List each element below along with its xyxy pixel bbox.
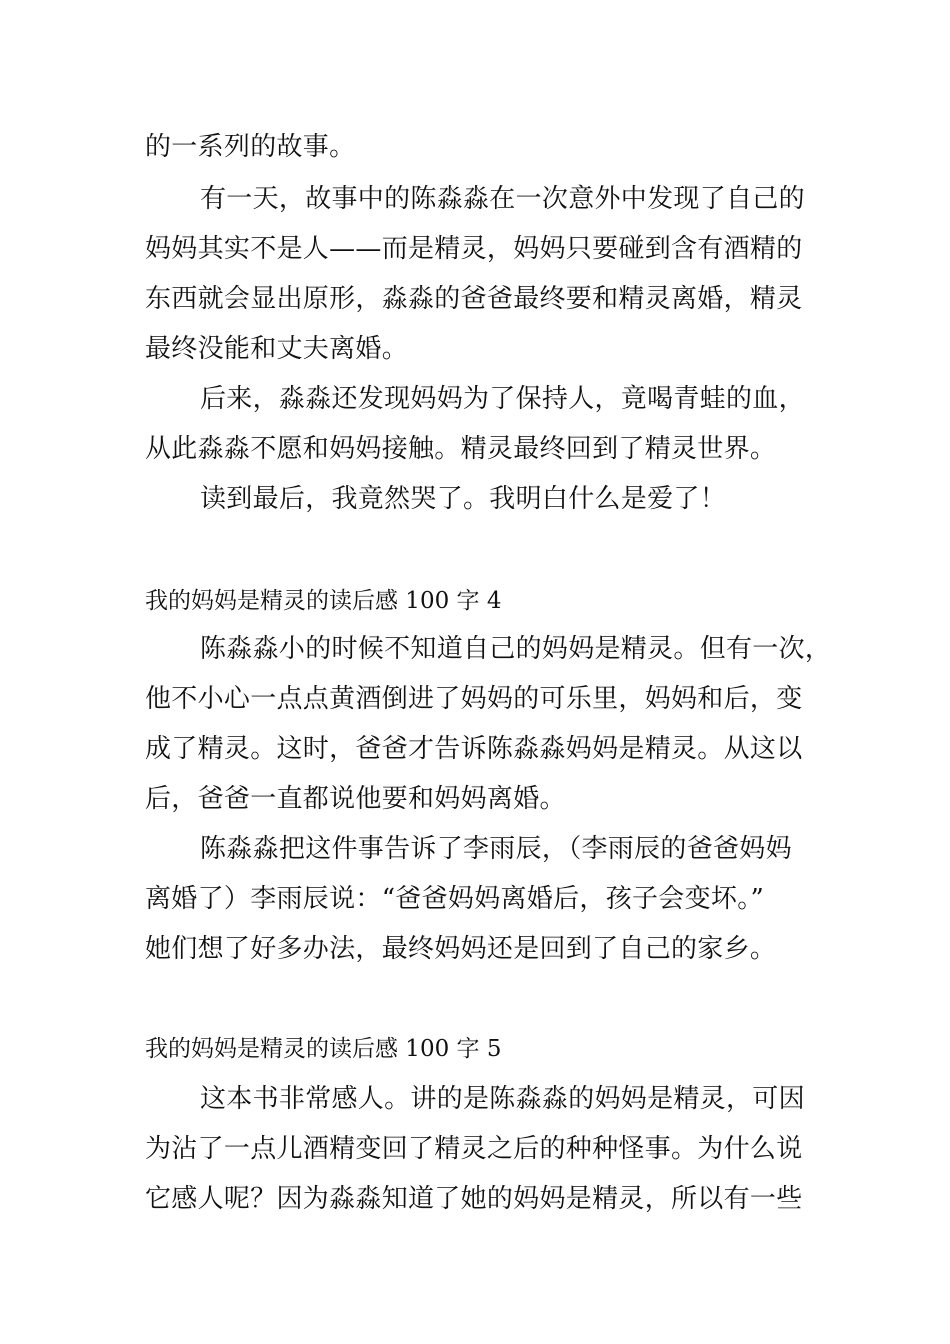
section-heading: 我的妈妈是精灵的读后感 100 字 5 (145, 1036, 502, 1062)
paragraph-line: 后，爸爸一直都说他要和妈妈离婚。 (145, 784, 566, 814)
paragraph-line: 最终没能和丈夫离婚。 (145, 334, 409, 364)
paragraph-line: 这本书非常感人。讲的是陈淼淼的妈妈是精灵，可因 (200, 1084, 805, 1114)
paragraph-line: 的一系列的故事。 (145, 132, 356, 162)
paragraph-line: 它感人呢？因为淼淼知道了她的妈妈是精灵，所以有一些 (145, 1184, 803, 1214)
paragraph-line: 东西就会显出原形，淼淼的爸爸最终要和精灵离婚，精灵 (145, 284, 803, 314)
paragraph-line: 离婚了）李雨辰说：“爸爸妈妈离婚后，孩子会变坏。” (145, 884, 765, 914)
paragraph-line: 后来，淼淼还发现妈妈为了保持人，竟喝青蛙的血， (200, 384, 805, 414)
paragraph-line: 读到最后，我竟然哭了。我明白什么是爱了！ (200, 484, 727, 514)
paragraph-line: 妈妈其实不是人——而是精灵，妈妈只要碰到含有酒精的 (145, 234, 803, 264)
paragraph-line: 成了精灵。这时，爸爸才告诉陈淼淼妈妈是精灵。从这以 (145, 734, 803, 764)
paragraph-line: 有一天，故事中的陈淼淼在一次意外中发现了自己的 (200, 184, 805, 214)
paragraph-line: 为沾了一点儿酒精变回了精灵之后的种种怪事。为什么说 (145, 1134, 803, 1164)
paragraph-line: 从此淼淼不愿和妈妈接触。精灵最终回到了精灵世界。 (145, 434, 777, 464)
paragraph-line: 陈淼淼小的时候不知道自己的妈妈是精灵。但有一次， (200, 634, 832, 664)
paragraph-line: 她们想了好多办法，最终妈妈还是回到了自己的家乡。 (145, 934, 777, 964)
paragraph-line: 他不小心一点点黄酒倒进了妈妈的可乐里，妈妈和后，变 (145, 684, 803, 714)
paragraph-line: 陈淼淼把这件事告诉了李雨辰，（李雨辰的爸爸妈妈 (200, 834, 792, 864)
section-heading: 我的妈妈是精灵的读后感 100 字 4 (145, 588, 502, 614)
